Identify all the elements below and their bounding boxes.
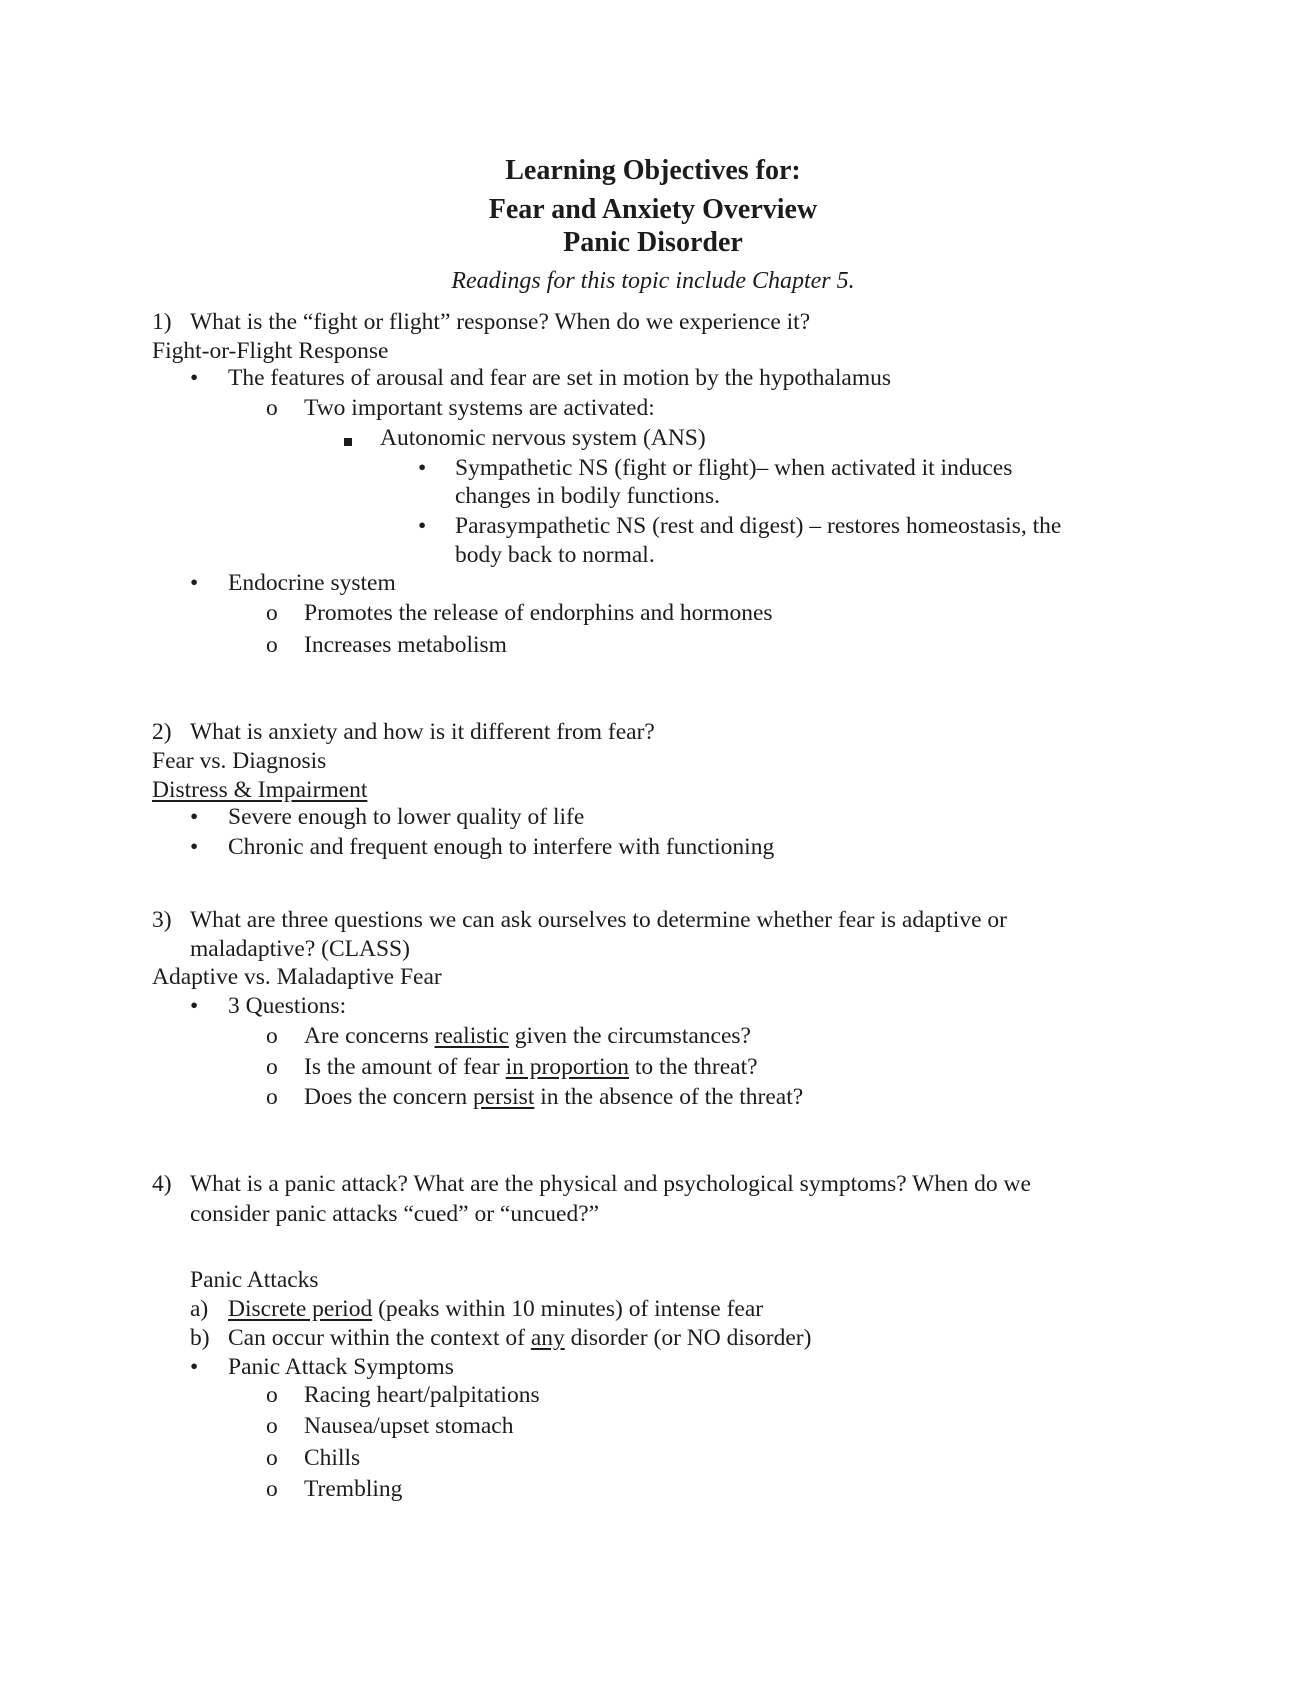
symptom-item: Trembling [304, 1476, 403, 1502]
q1-question: What is the “fight or flight” response? When do we experience it? [190, 309, 811, 335]
q1-bullet-2: Endocrine system [228, 570, 396, 596]
q1-bullet-1: The features of arousal and fear are set in motion by the hypothalamus [228, 365, 891, 391]
title-line-1: Learning Objectives for: [505, 155, 801, 186]
circle-marker: o [266, 1445, 278, 1471]
circle-marker: o [266, 1476, 278, 1502]
bullet-marker: • [418, 513, 427, 539]
symptom-item: Racing heart/palpitations [304, 1382, 540, 1408]
circle-marker: o [266, 632, 278, 658]
q3-heading: Adaptive vs. Maladaptive Fear [152, 964, 442, 990]
q1-heading: Fight-or-Flight Response [152, 338, 389, 364]
q4-heading: Panic Attacks [190, 1267, 319, 1293]
q1-bullet-1a: Two important systems are activated: [304, 395, 655, 421]
q3-subquestion-2: Is the amount of fear in proportion to the threat? [304, 1054, 758, 1080]
subtitle: Readings for this topic include Chapter 5. [451, 268, 855, 294]
q3-subquestion-3: Does the concern persist in the absence of the threat? [304, 1084, 804, 1110]
list-marker-a: a) [190, 1296, 209, 1322]
q4-item-a: Discrete period (peaks within 10 minutes) of intense fear [228, 1296, 764, 1322]
circle-marker: o [266, 600, 278, 626]
circle-marker: o [266, 1382, 278, 1408]
q2-number: 2) [152, 719, 172, 745]
q2-bullet-1: Severe enough to lower quality of life [228, 804, 585, 830]
circle-marker: o [266, 1054, 278, 1080]
bullet-marker: • [190, 365, 199, 391]
bullet-marker: • [190, 804, 199, 830]
circle-marker: o [266, 1413, 278, 1439]
symptom-item: Chills [304, 1445, 361, 1471]
title-line-3: Panic Disorder [563, 227, 743, 258]
symptom-item: Nausea/upset stomach [304, 1413, 514, 1439]
q4-symptoms-heading: Panic Attack Symptoms [228, 1354, 454, 1380]
q1-bullet-2b: Increases metabolism [304, 632, 507, 658]
square-bullet-icon [344, 438, 352, 446]
q3-subquestion-1: Are concerns realistic given the circumstances? [304, 1023, 751, 1049]
q2-question: What is anxiety and how is it different from fear? [190, 719, 655, 745]
q4-question-line-1: What is a panic attack? What are the physical and psychological symptoms? When do we [190, 1171, 1031, 1197]
bullet-marker: • [190, 1354, 199, 1380]
title-line-2: Fear and Anxiety Overview [488, 194, 818, 225]
q1-bullet-1a1: Autonomic nervous system (ANS) [380, 425, 706, 451]
list-marker-b: b) [190, 1325, 210, 1351]
bullet-marker: • [190, 570, 199, 596]
circle-marker: o [266, 395, 278, 421]
q1-sympathetic-line-1: Sympathetic NS (fight or flight)– when activated it induces [455, 455, 1013, 481]
q1-parasympathetic-line-2: body back to normal. [455, 542, 655, 568]
q4-number: 4) [152, 1171, 172, 1197]
bullet-marker: • [190, 834, 199, 860]
q1-bullet-2a: Promotes the release of endorphins and hormones [304, 600, 773, 626]
circle-marker: o [266, 1084, 278, 1110]
q1-sympathetic-line-2: changes in bodily functions. [455, 483, 720, 509]
q2-heading: Fear vs. Diagnosis [152, 748, 327, 774]
q1-number: 1) [152, 309, 172, 335]
q2-bullet-2: Chronic and frequent enough to interfere with functioning [228, 834, 775, 860]
q2-subheading: Distress & Impairment [152, 777, 368, 803]
q4-question-line-2: consider panic attacks “cued” or “uncued?” [190, 1201, 600, 1227]
q3-number: 3) [152, 907, 172, 933]
q4-item-b: Can occur within the context of any disorder (or NO disorder) [228, 1325, 812, 1351]
q1-parasympathetic-line-1: Parasympathetic NS (rest and digest) – restores homeostasis, the [455, 513, 1062, 539]
bullet-marker: • [190, 993, 199, 1019]
bullet-marker: • [418, 455, 427, 481]
q3-bullet-1: 3 Questions: [228, 993, 347, 1019]
q3-question-line-1: What are three questions we can ask ourselves to determine whether fear is adaptive or [190, 907, 1007, 933]
q3-question-line-2: maladaptive? (CLASS) [190, 936, 410, 962]
circle-marker: o [266, 1023, 278, 1049]
